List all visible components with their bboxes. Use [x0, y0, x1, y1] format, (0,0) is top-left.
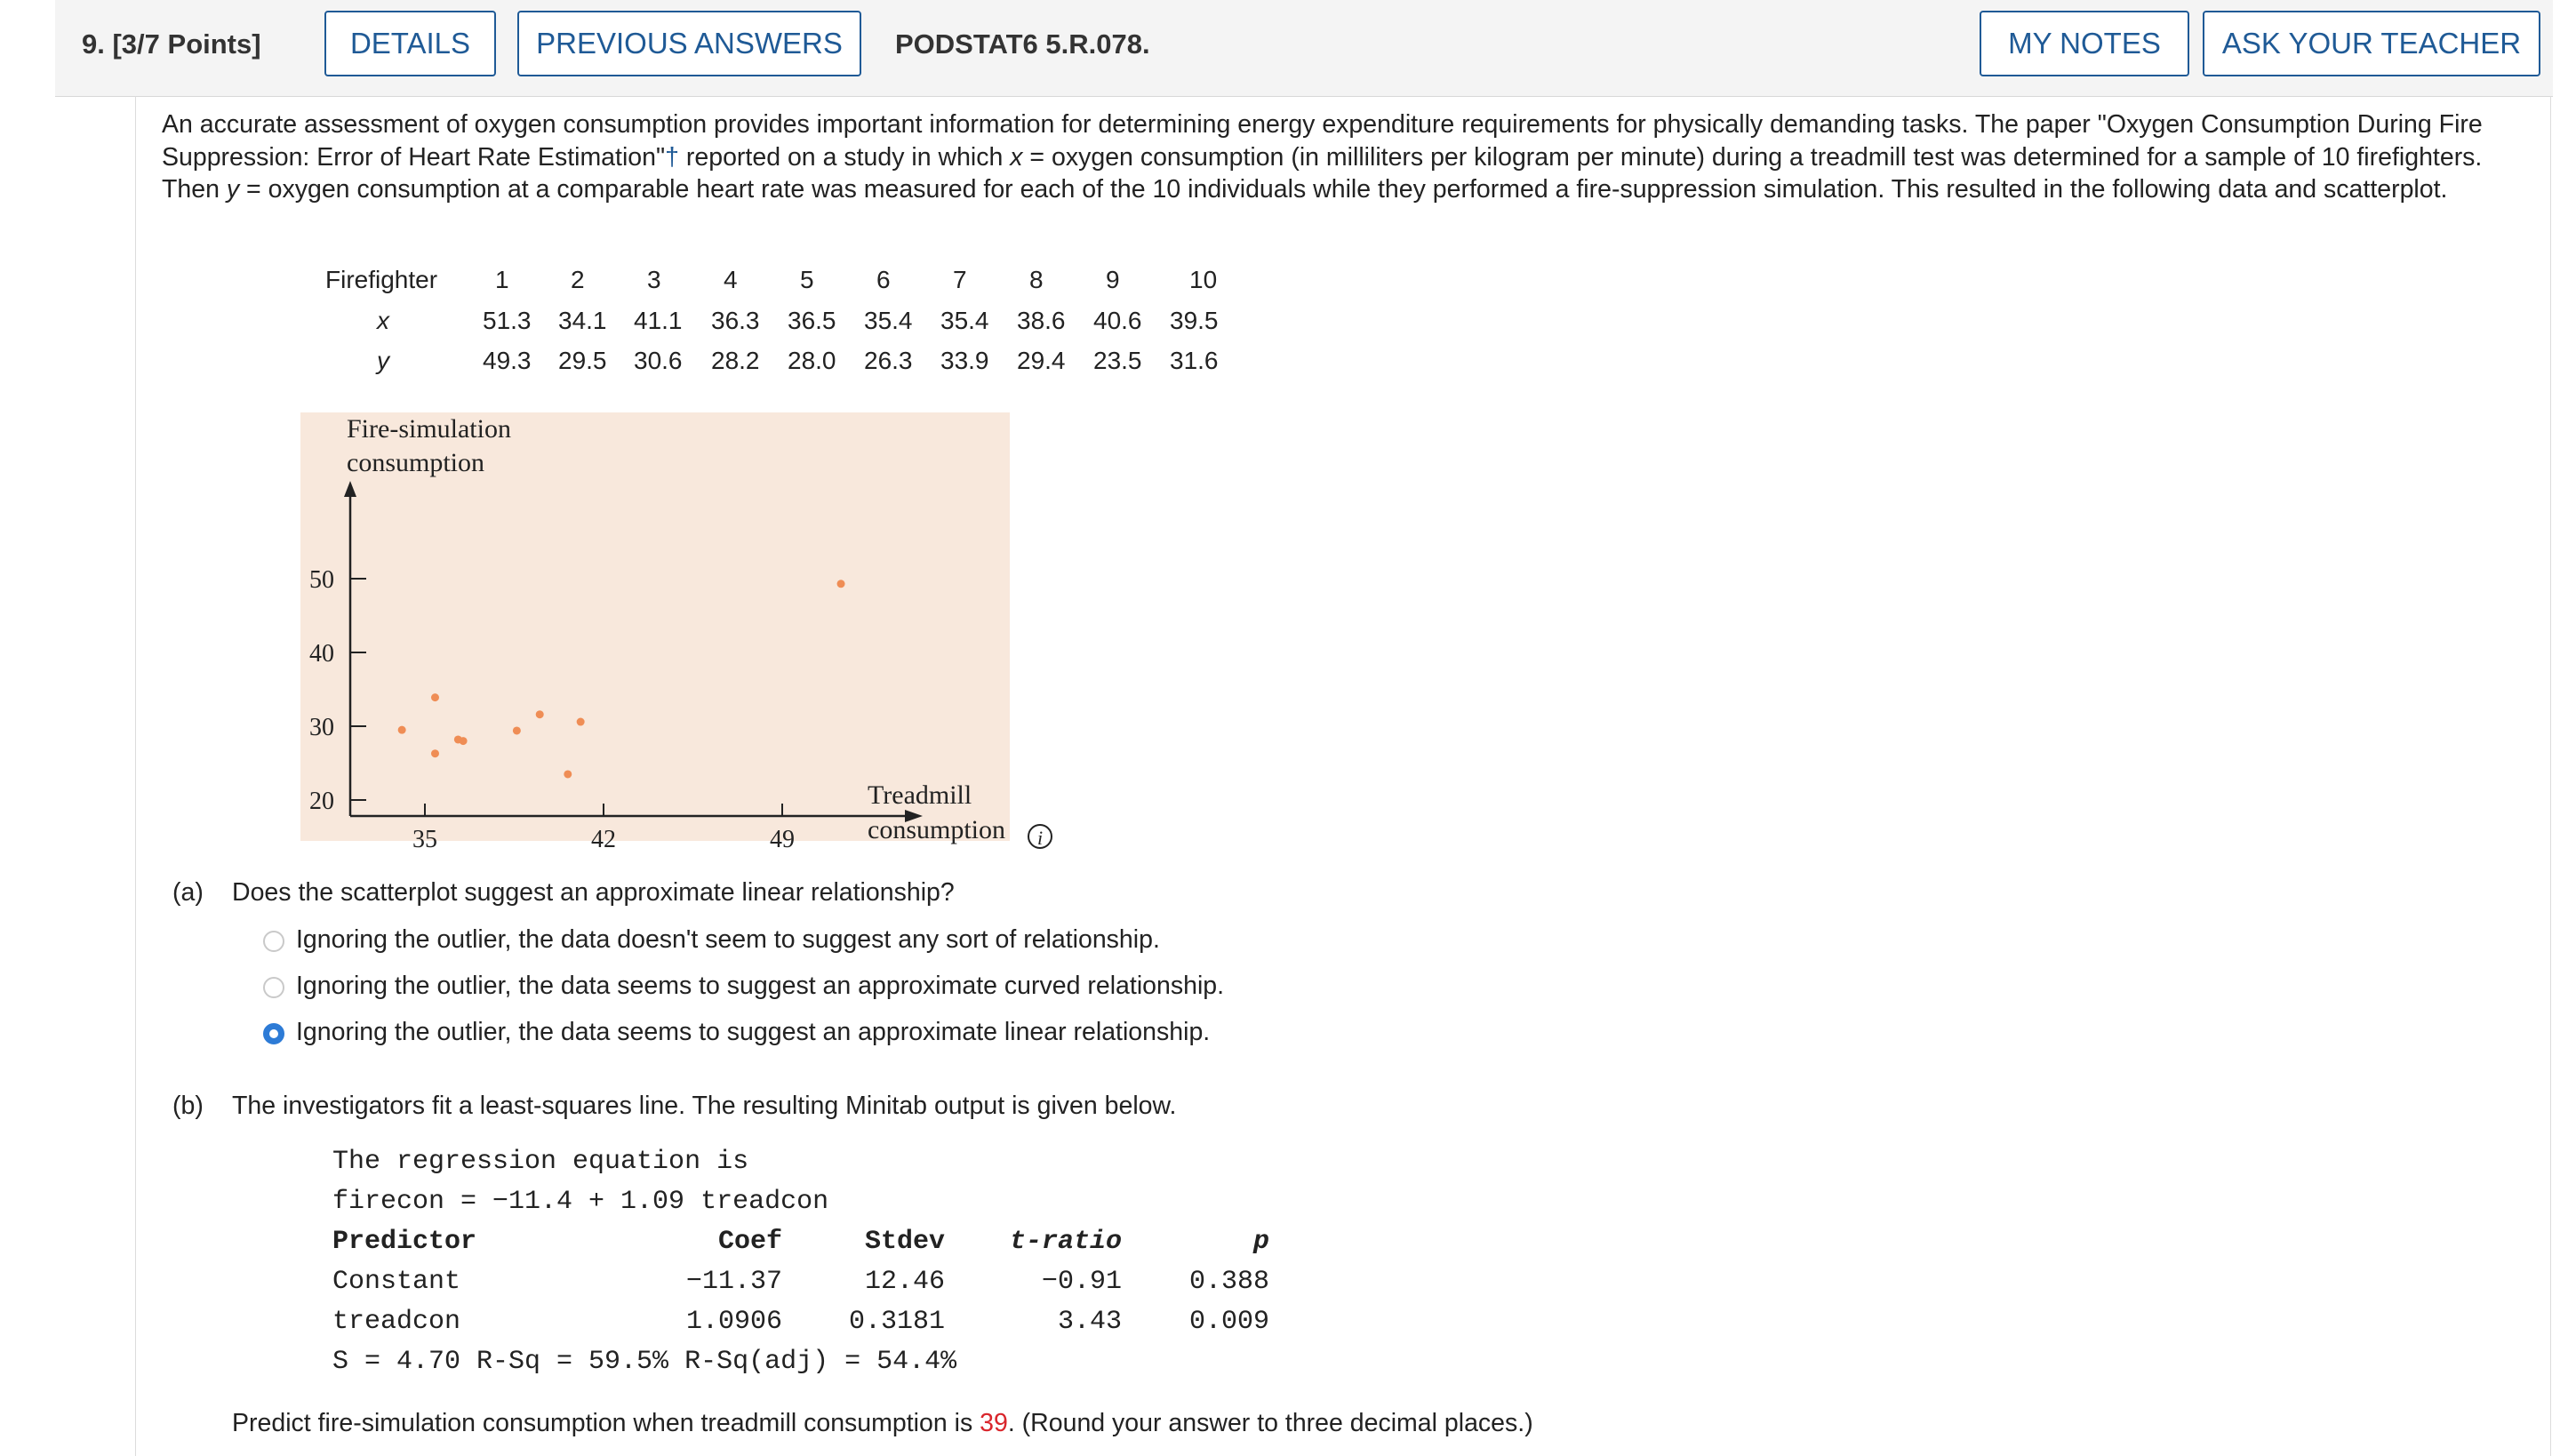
- minitab-header: Coef: [717, 1227, 782, 1257]
- option-label[interactable]: Ignoring the outlier, the data seems to suggest an approximate linear relationship.: [296, 1018, 1211, 1046]
- question-header: [55, 0, 2553, 97]
- minitab-cell: 1.0906: [685, 1307, 782, 1337]
- intro-text-3: = oxygen consumption (in milliliters per kilogram per minute) during a treadmill test was determined for a sample of 10 firefighters. Then: [162, 142, 2483, 204]
- table-firefighter-cell: 9: [1106, 266, 1120, 293]
- previous-answers-button[interactable]: PREVIOUS ANSWERS: [517, 11, 861, 76]
- minitab-cell: −0.91: [1041, 1267, 1122, 1297]
- question-intro: [162, 108, 2544, 206]
- y-axis-arrow: [344, 481, 356, 497]
- x-axis-label: consumption: [868, 815, 1005, 844]
- question-title: [82, 28, 261, 60]
- data-point: [536, 710, 544, 718]
- predict-value: 39: [980, 1409, 1008, 1437]
- ask-your-teacher-button[interactable]: ASK YOUR TEACHER: [2203, 11, 2540, 76]
- y-tick-label: 50: [309, 566, 334, 594]
- minitab-line-1: The regression equation is: [332, 1147, 749, 1177]
- y-tick-label: 40: [309, 640, 334, 668]
- svg-text:i: i: [1036, 827, 1044, 849]
- my-notes-button[interactable]: MY NOTES: [1980, 11, 2189, 76]
- option-radio[interactable]: [263, 931, 284, 952]
- predict-text: Predict fire-simulation consumption when treadmill consumption is: [232, 1409, 980, 1437]
- table-y-cell: 23.5: [1093, 347, 1142, 374]
- table-firefighter-cell: 4: [724, 266, 738, 293]
- table-y-cell: 29.4: [1017, 347, 1066, 374]
- minitab-cell: 0.388: [1188, 1267, 1269, 1297]
- y-variable: y: [226, 175, 240, 204]
- minitab-cell: 0.009: [1188, 1307, 1269, 1337]
- scatterplot: [284, 404, 1067, 867]
- table-y-cell: 30.6: [634, 347, 683, 374]
- x-tick-label: 42: [591, 826, 616, 853]
- table-x-cell: 36.5: [788, 307, 836, 334]
- table-x-cell: 39.5: [1170, 307, 1219, 334]
- data-point: [577, 718, 585, 726]
- info-icon[interactable]: [1028, 825, 1052, 849]
- minitab-cell: −11.37: [685, 1267, 782, 1297]
- table-y-cell: 28.0: [788, 347, 836, 374]
- y-tick-label: 20: [309, 788, 334, 815]
- table-header-label: Firefighter: [325, 266, 438, 293]
- part-a-label: (a): [172, 878, 204, 907]
- table-y-cell: 26.3: [864, 347, 913, 374]
- table-x-label: x: [377, 307, 389, 334]
- details-button[interactable]: DETAILS: [324, 11, 496, 76]
- data-point: [837, 580, 845, 588]
- part-b-question: The investigators fit a least-squares line. The resulting Minitab output is given below.: [232, 1092, 1177, 1120]
- minitab-cell: treadcon: [332, 1307, 461, 1337]
- question-points: [3/7 Points]: [112, 28, 261, 60]
- y-axis-label: Fire-simulation: [347, 414, 511, 444]
- table-x-cell: 38.6: [1017, 307, 1066, 334]
- table-x-cell: 36.3: [711, 307, 760, 334]
- option-radio[interactable]: [263, 977, 284, 998]
- table-y-cell: 33.9: [940, 347, 989, 374]
- footnote-link[interactable]: †: [665, 142, 679, 172]
- intro-text-2: reported on a study in which: [678, 142, 1011, 172]
- problem-code: PODSTAT6 5.R.078.: [895, 28, 1150, 60]
- table-x-cell: 41.1: [634, 307, 683, 334]
- x-variable: x: [1010, 142, 1023, 172]
- predict-suffix: . (Round your answer to three decimal places.): [1007, 1409, 1533, 1437]
- table-x-cell: 51.3: [483, 307, 532, 334]
- data-point: [460, 737, 468, 745]
- table-x-cell: 35.4: [940, 307, 989, 334]
- minitab-cell: 12.46: [864, 1267, 945, 1297]
- table-x-cell: 34.1: [558, 307, 607, 334]
- table-firefighter-cell: 1: [495, 266, 509, 293]
- table-firefighter-cell: 10: [1189, 266, 1218, 293]
- data-point: [431, 693, 439, 701]
- table-firefighter-cell: 8: [1029, 266, 1044, 293]
- option-radio[interactable]: [263, 1023, 284, 1044]
- x-axis-label: Treadmill: [868, 780, 972, 810]
- predict-question: [232, 1409, 1533, 1438]
- data-point: [564, 770, 572, 778]
- intro-text-1: An accurate assessment of oxygen consumption provides important information for determining energy expenditure requirements for physically demanding tasks. The paper "Oxygen Consumption During Fire Suppression: Error of Heart Rate Estimation": [162, 110, 2483, 172]
- data-point: [513, 726, 521, 734]
- intro-text-4: = oxygen consumption at a comparable heart rate was measured for each of the 10 individuals while they performed a fire-suppression simulation. This resulted in the following data and scatterplot.: [239, 175, 2448, 204]
- table-x-cell: 40.6: [1093, 307, 1142, 334]
- table-firefighter-cell: 6: [876, 266, 891, 293]
- table-firefighter-cell: 2: [571, 266, 585, 293]
- y-axis-label: consumption: [347, 448, 484, 477]
- minitab-cell: 0.3181: [848, 1307, 945, 1337]
- data-point: [431, 749, 439, 757]
- minitab-header: Predictor: [332, 1227, 477, 1257]
- minitab-header: Stdev: [864, 1227, 945, 1257]
- minitab-summary: S = 4.70 R-Sq = 59.5% R-Sq(adj) = 54.4%: [332, 1347, 957, 1377]
- minitab-cell: Constant: [332, 1267, 461, 1297]
- minitab-cell: 3.43: [1057, 1307, 1122, 1337]
- table-x-cell: 35.4: [864, 307, 913, 334]
- table-firefighter-cell: 7: [953, 266, 967, 293]
- part-a-question: Does the scatterplot suggest an approximate linear relationship?: [232, 878, 955, 907]
- table-y-cell: 29.5: [558, 347, 607, 374]
- x-tick-label: 35: [412, 826, 437, 853]
- table-y-cell: 28.2: [711, 347, 760, 374]
- y-tick-label: 30: [309, 714, 334, 741]
- table-y-cell: 49.3: [483, 347, 532, 374]
- minitab-line-2: firecon = −11.4 + 1.09 treadcon: [332, 1187, 829, 1217]
- minitab-header: t-ratio: [1009, 1227, 1122, 1257]
- table-firefighter-cell: 3: [647, 266, 661, 293]
- question-number: 9.: [82, 28, 105, 60]
- part-b-label: (b): [172, 1092, 204, 1120]
- option-label[interactable]: Ignoring the outlier, the data doesn't seem to suggest any sort of relationship.: [296, 925, 1160, 954]
- x-tick-label: 49: [770, 826, 795, 853]
- table-firefighter-cell: 5: [800, 266, 814, 293]
- table-y-cell: 31.6: [1170, 347, 1219, 374]
- option-label[interactable]: Ignoring the outlier, the data seems to suggest an approximate curved relationship.: [296, 972, 1225, 1000]
- table-y-label: y: [377, 347, 389, 374]
- minitab-header: p: [1252, 1227, 1269, 1257]
- data-point: [398, 726, 406, 734]
